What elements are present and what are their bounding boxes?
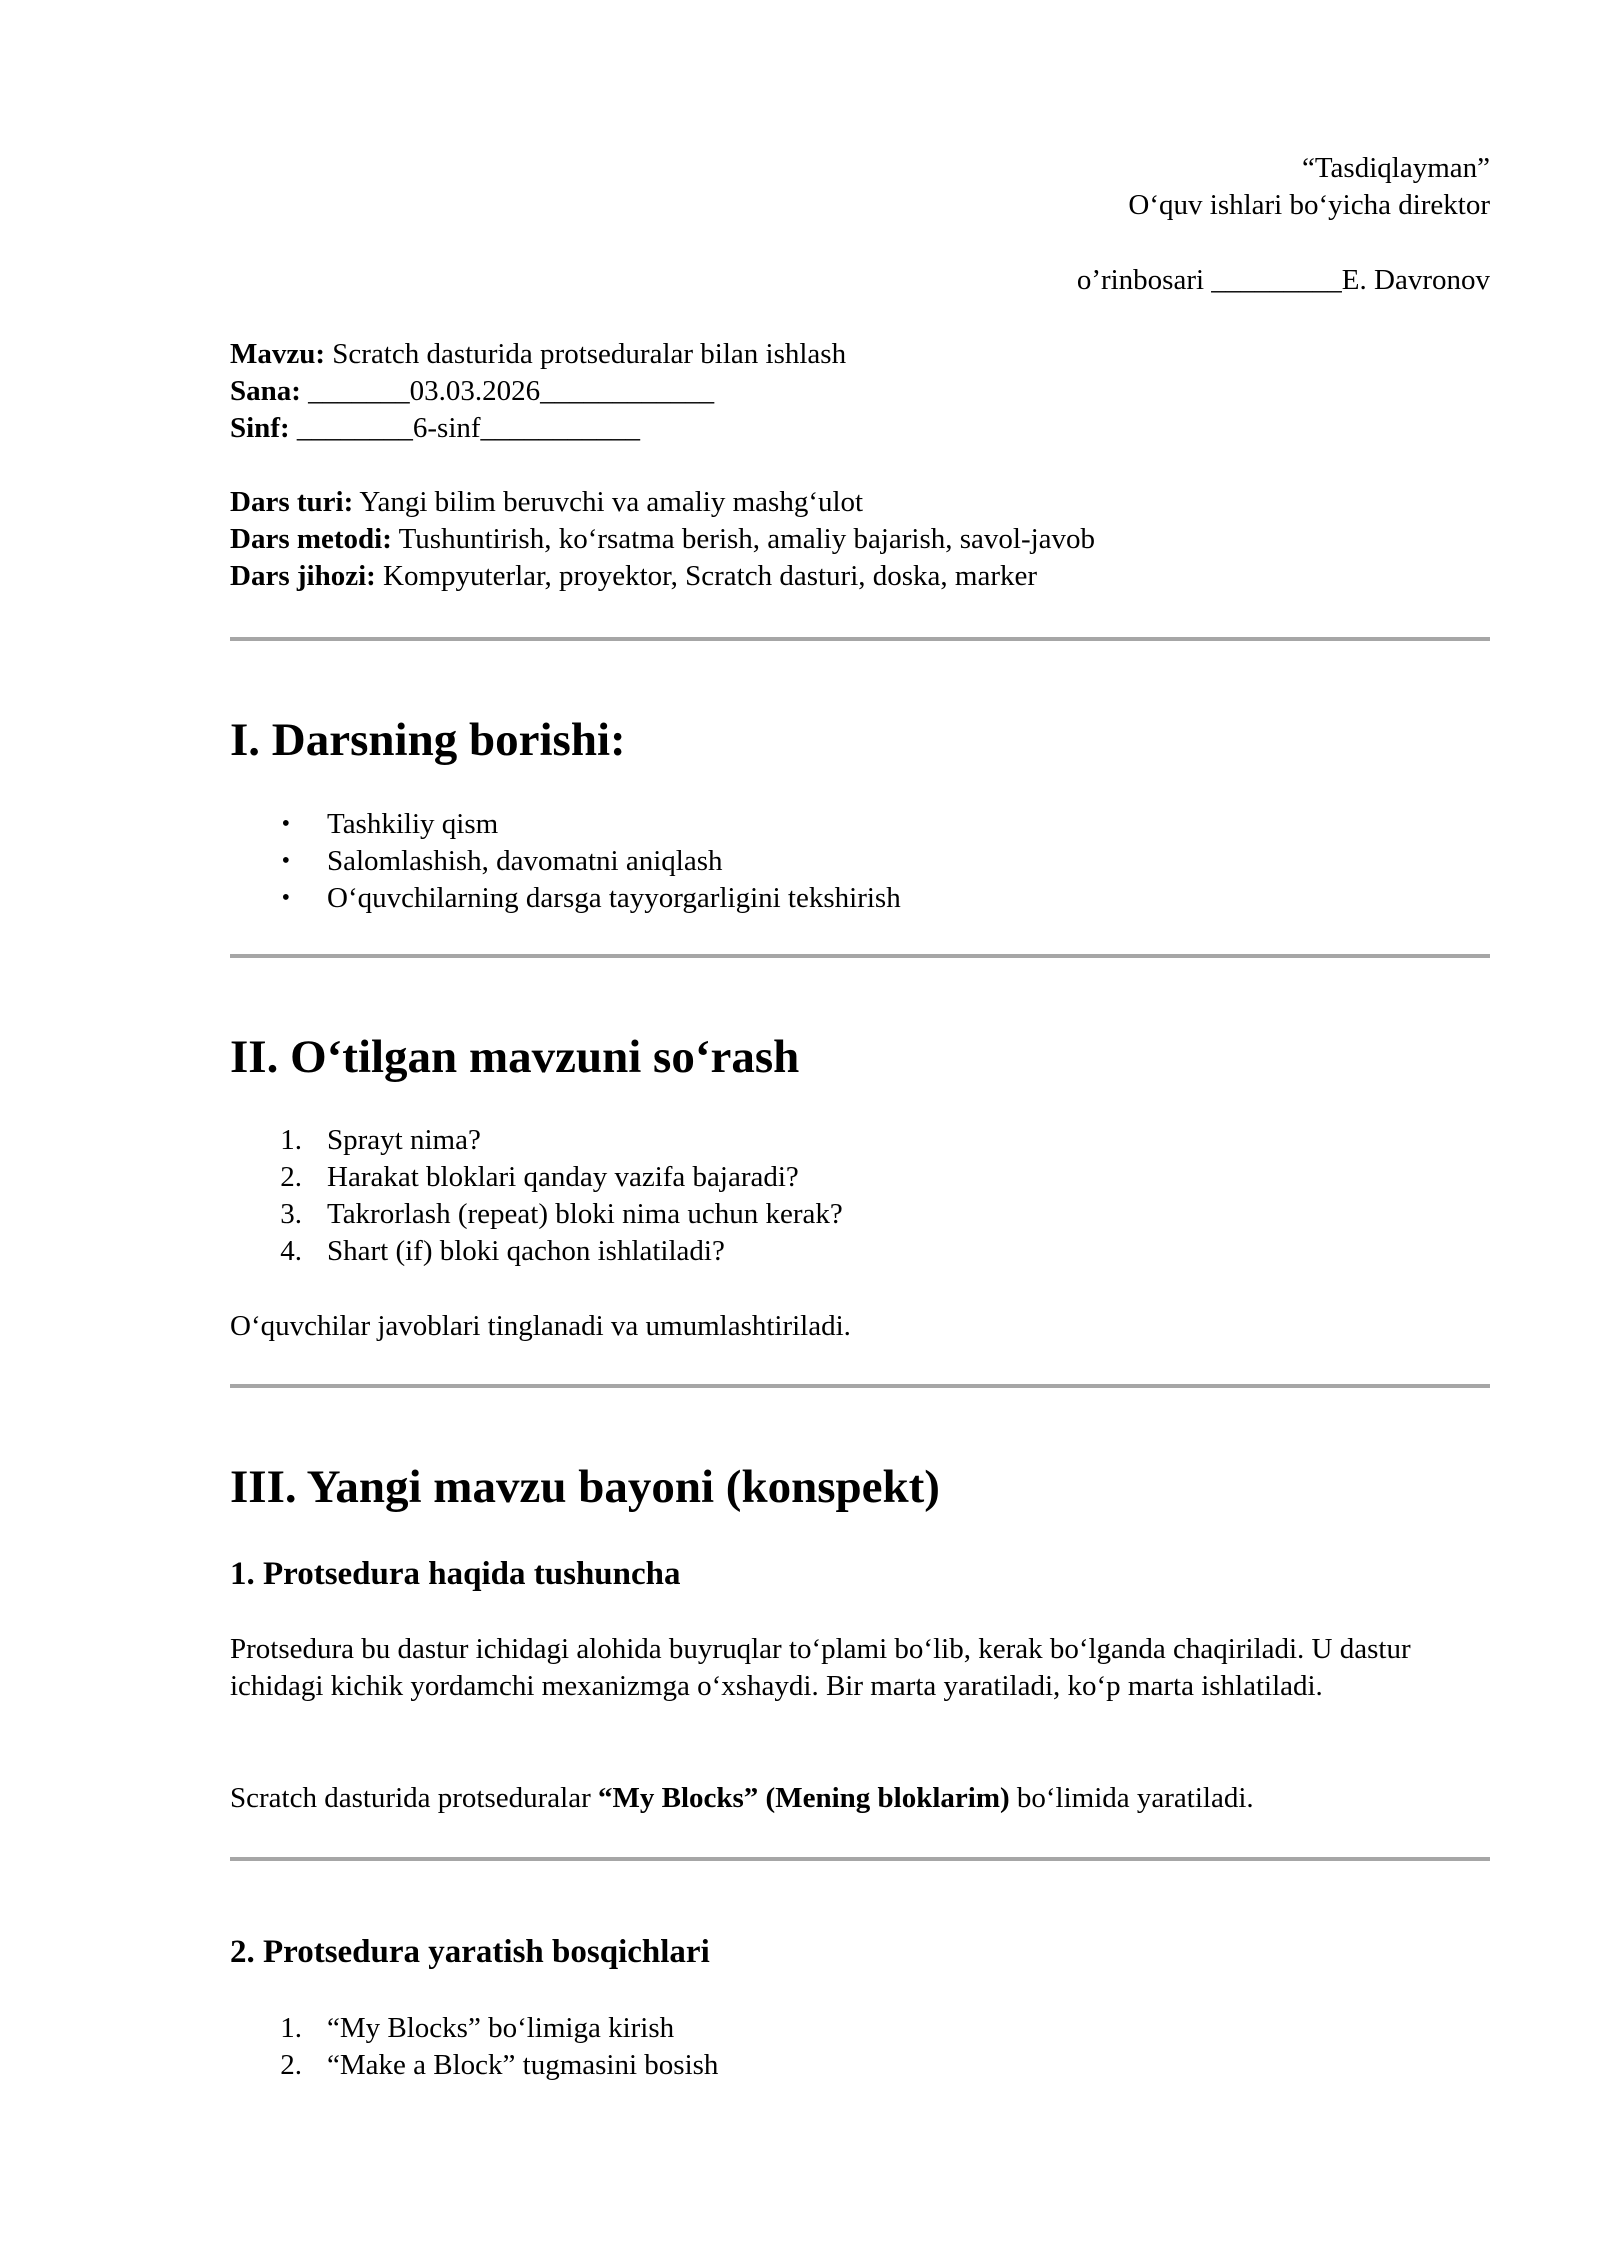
section3-sub2-heading: 2. Protsedura yaratish bosqichlari	[230, 1934, 710, 1970]
section2-list	[230, 1122, 843, 1270]
section3-sub1-heading: 1. Protsedura haqida tushuncha	[230, 1556, 681, 1592]
list-item: 2. “Make a Block” tugmasini bosish	[280, 2049, 719, 2081]
list-item: 4. Shart (if) bloki qachon ishlatiladi?	[280, 1235, 725, 1267]
section3-sub1-para2: Scratch dasturida protseduralar “My Blocks” (Mening bloklarim) bo‘limida yaratiladi.	[230, 1782, 1254, 1814]
section3-sub1-para1: Protsedura bu dastur ichidagi alohida buyruqlar to‘plami bo‘lib, kerak bo‘lganda chaqiriladi. U dastur ichidagi kichik yordamchi mexanizmga o‘xshaydi. Bir marta yaratiladi, ko‘p marta ishlatiladi.	[230, 1633, 1411, 1702]
approval-block	[1077, 150, 1490, 299]
divider	[230, 954, 1490, 958]
meta-sinf: Sinf: ________6-sinf___________	[230, 412, 641, 444]
meta-sana: Sana: _______03.03.2026____________	[230, 375, 715, 407]
list-item: 1. Sprayt nima?	[280, 1124, 481, 1156]
meta-mavzu: Mavzu: Scratch dasturida protseduralar bilan ishlash	[230, 338, 847, 370]
section2-note: O‘quvchilar javoblari tinglanadi va umumlashtiriladi.	[230, 1310, 851, 1342]
list-item: 3. Takrorlash (repeat) bloki nima uchun kerak?	[280, 1198, 843, 1230]
section1-heading: I. Darsning borishi:	[230, 714, 626, 766]
list-item: • O‘quvchilarning darsga tayyorgarligini tekshirish	[281, 882, 901, 914]
list-item: • Tashkiliy qism	[281, 808, 499, 840]
meta-dars-turi: Dars turi: Yangi bilim beruvchi va amaliy mashg‘ulot	[230, 486, 864, 518]
divider	[230, 637, 1490, 641]
approval-title: “Tasdiqlayman”	[1301, 152, 1490, 184]
section3-heading: III. Yangi mavzu bayoni (konspekt)	[230, 1461, 940, 1513]
section2-heading: II. O‘tilgan mavzuni so‘rash	[230, 1031, 800, 1083]
list-item: 1. “My Blocks” bo‘limiga kirish	[280, 2012, 675, 2044]
meta-dars-jihozi: Dars jihozi: Kompyuterlar, proyektor, Scratch dasturi, doska, marker	[230, 560, 1038, 592]
meta-dars-metodi: Dars metodi: Tushuntirish, ko‘rsatma berish, amaliy bajarish, savol-javob	[230, 523, 1096, 555]
approval-line1: O‘quv ishlari bo‘yicha direktor	[1128, 189, 1490, 221]
lesson-meta	[230, 336, 1095, 595]
section3-sub2-list	[230, 2010, 718, 2084]
divider	[230, 1384, 1490, 1388]
section1-list	[230, 806, 901, 917]
list-item: • Salomlashish, davomatni aniqlash	[281, 845, 723, 877]
divider	[230, 1857, 1490, 1861]
approval-line2: o’rinbosari _________E. Davronov	[1076, 264, 1490, 296]
list-item: 2. Harakat bloklari qanday vazifa bajaradi?	[280, 1161, 799, 1193]
